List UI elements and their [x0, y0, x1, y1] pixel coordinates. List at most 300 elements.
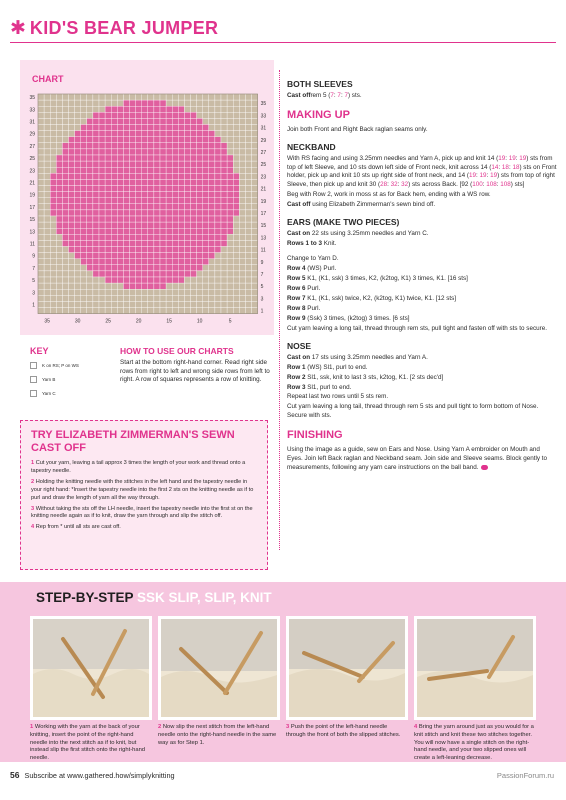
chart-cell-yarn-c — [191, 137, 197, 143]
chart-cell-yarn-c — [215, 228, 221, 234]
chart-cell-yarn-c — [197, 149, 203, 155]
chart-cell-yarn-c — [81, 253, 87, 259]
chart-cell-yarn-c — [221, 192, 227, 198]
key-item — [30, 390, 120, 397]
chart-cell-yarn-c — [197, 259, 203, 265]
chart-cell-yarn-b — [99, 295, 105, 301]
chart-cell-yarn-b — [81, 289, 87, 295]
chart-cell-yarn-b — [239, 100, 245, 106]
chart-cell-yarn-c — [62, 216, 68, 222]
chart-cell-yarn-b — [245, 131, 251, 137]
chart-cell-yarn-c — [69, 240, 75, 246]
chart-cell-yarn-b — [184, 100, 190, 106]
chart-cell-yarn-b — [233, 222, 239, 228]
chart-cell-yarn-c — [142, 143, 148, 149]
chart-cell-yarn-b — [75, 106, 81, 112]
chart-cell-yarn-c — [172, 137, 178, 143]
chart-cell-yarn-b — [56, 289, 62, 295]
chart-cell-yarn-c — [166, 234, 172, 240]
chart-cell-yarn-c — [166, 247, 172, 253]
chart-cell-yarn-b — [117, 289, 123, 295]
chart-cell-yarn-c — [203, 149, 209, 155]
chart-cell-yarn-c — [178, 161, 184, 167]
chart-cell-yarn-b — [75, 289, 81, 295]
chart-cell-yarn-b — [197, 283, 203, 289]
chart-cell-yarn-c — [87, 247, 93, 253]
chart-tick-label: 25 — [105, 318, 111, 325]
chart-cell-yarn-b — [117, 100, 123, 106]
chart-cell-yarn-c — [184, 228, 190, 234]
chart-cell-yarn-c — [172, 131, 178, 137]
chart-cell-yarn-b — [203, 265, 209, 271]
chart-cell-yarn-c — [130, 167, 136, 173]
chart-cell-yarn-b — [56, 283, 62, 289]
chart-cell-yarn-b — [245, 173, 251, 179]
chart-cell-yarn-b — [69, 295, 75, 301]
chart-cell-yarn-c — [160, 198, 166, 204]
watermark: PassionForum.ru — [496, 771, 554, 780]
chart-cell-yarn-b — [44, 192, 50, 198]
chart-cell-yarn-c — [154, 277, 160, 283]
chart-tick-label: 20 — [135, 318, 142, 325]
chart-tick-label: 17 — [29, 204, 35, 211]
chart-cell-yarn-b — [215, 271, 221, 277]
chart-cell-yarn-b — [44, 161, 50, 167]
chart-cell-yarn-c — [111, 155, 117, 161]
chart-cell-yarn-c — [99, 253, 105, 259]
text-run: : — [486, 172, 491, 180]
chart-cell-yarn-c — [105, 143, 111, 149]
chart-cell-yarn-b — [142, 289, 148, 295]
chart-cell-yarn-c — [136, 112, 142, 118]
chart-cell-yarn-c — [93, 173, 99, 179]
text-run: 7 — [344, 92, 348, 100]
chart-cell-yarn-c — [142, 155, 148, 161]
chart-cell-yarn-c — [87, 143, 93, 149]
chart-cell-yarn-c — [172, 198, 178, 204]
end-mark-icon — [481, 465, 488, 470]
chart-cell-yarn-c — [62, 149, 68, 155]
chart-cell-yarn-c — [178, 253, 184, 259]
chart-cell-yarn-c — [148, 253, 154, 259]
chart-cell-yarn-b — [111, 301, 117, 307]
chart-cell-yarn-b — [111, 308, 117, 314]
chart-cell-yarn-c — [75, 198, 81, 204]
chart-cell-yarn-b — [93, 301, 99, 307]
chart-cell-yarn-c — [172, 271, 178, 277]
chart-cell-yarn-b — [111, 100, 117, 106]
chart-cell-yarn-b — [38, 161, 44, 167]
chart-cell-yarn-b — [245, 149, 251, 155]
chart-cell-yarn-c — [166, 161, 172, 167]
chart-cell-yarn-c — [56, 210, 62, 216]
chart-cell-yarn-c — [69, 228, 75, 234]
page-number: 56 — [10, 770, 20, 780]
chart-cell-yarn-b — [81, 265, 87, 271]
chart-cell-yarn-c — [123, 222, 129, 228]
chart-cell-yarn-c — [209, 173, 215, 179]
chart-cell-yarn-c — [136, 106, 142, 112]
chart-cell-yarn-c — [105, 277, 111, 283]
chart-cell-yarn-b — [191, 289, 197, 295]
chart-cell-yarn-b — [245, 265, 251, 271]
chart-cell-yarn-c — [191, 118, 197, 124]
chart-cell-yarn-b — [166, 295, 172, 301]
chart-cell-yarn-c — [160, 234, 166, 240]
chart-cell-yarn-b — [252, 234, 258, 240]
chart-cell-yarn-c — [197, 234, 203, 240]
text-run: Purl. — [305, 284, 321, 292]
chart-cell-yarn-b — [56, 94, 62, 100]
chart-cell-yarn-c — [209, 222, 215, 228]
chart-cell-yarn-c — [87, 149, 93, 155]
chart-cell-yarn-b — [69, 94, 75, 100]
chart-cell-yarn-b — [166, 283, 172, 289]
chart-cell-yarn-c — [160, 192, 166, 198]
chart-cell-yarn-c — [136, 149, 142, 155]
chart-cell-yarn-c — [75, 222, 81, 228]
chart-cell-yarn-c — [142, 204, 148, 210]
chart-cell-yarn-c — [160, 173, 166, 179]
chart-cell-yarn-b — [252, 192, 258, 198]
chart-cell-yarn-c — [136, 100, 142, 106]
text-run: Join both Front and Right Back raglan seams only. — [287, 125, 428, 133]
chart-cell-yarn-c — [191, 149, 197, 155]
text-run: 22 sts using 3.25mm needles and Yarn C. — [310, 230, 429, 238]
chart-cell-yarn-c — [197, 161, 203, 167]
chart-cell-yarn-b — [252, 118, 258, 124]
chart-cell-yarn-c — [227, 216, 233, 222]
chart-cell-yarn-b — [245, 186, 251, 192]
chart-cell-yarn-c — [166, 265, 172, 271]
pattern-line — [287, 92, 557, 101]
chart-cell-yarn-b — [245, 137, 251, 143]
chart-cell-yarn-c — [56, 179, 62, 185]
text-run: 7 — [337, 92, 341, 100]
text-run: (Ssk) 3 times, (k2tog) 3 times. [6 sts] — [305, 314, 410, 322]
chart-cell-yarn-c — [136, 216, 142, 222]
header-rule — [10, 42, 556, 43]
chart-cell-yarn-b — [203, 106, 209, 112]
chart-tick-label: 13 — [29, 229, 35, 236]
chart-cell-yarn-c — [203, 259, 209, 265]
chart-cell-yarn-c — [117, 247, 123, 253]
chart-cell-yarn-b — [75, 94, 81, 100]
chart-cell-yarn-c — [87, 192, 93, 198]
chart-cell-yarn-c — [69, 173, 75, 179]
chart-tick-label: 25 — [29, 156, 35, 163]
chart-cell-yarn-c — [191, 198, 197, 204]
chart-cell-yarn-c — [81, 228, 87, 234]
chart-cell-yarn-c — [221, 179, 227, 185]
chart-cell-yarn-c — [172, 125, 178, 131]
chart-cell-yarn-b — [105, 295, 111, 301]
section-heading: BOTH SLEEVES — [287, 79, 353, 89]
chart-cell-yarn-b — [245, 289, 251, 295]
chart-tick-label: 13 — [260, 235, 267, 242]
text-run: : — [333, 92, 338, 100]
chart-cell-yarn-c — [191, 161, 197, 167]
text-run: ) sts from top of left Sleeve, and 10 sts down left side of Front neck, knit across 14 ( — [287, 154, 553, 171]
chart-cell-yarn-b — [233, 234, 239, 240]
chart-tick-label: 17 — [260, 210, 267, 217]
chart-cell-yarn-c — [81, 131, 87, 137]
chart-cell-yarn-b — [197, 289, 203, 295]
pattern-line — [287, 315, 557, 324]
chart-tick-label: 35 — [44, 318, 50, 325]
chart-cell-yarn-c — [160, 253, 166, 259]
chart-cell-yarn-b — [69, 289, 75, 295]
chart-cell-yarn-c — [178, 173, 184, 179]
text-run: : — [515, 154, 520, 162]
chart-cell-yarn-c — [136, 173, 142, 179]
chart-cell-yarn-c — [233, 204, 239, 210]
chart-cell-yarn-c — [69, 161, 75, 167]
chart-cell-yarn-b — [154, 289, 160, 295]
section-heading: EARS (MAKE TWO PIECES) — [287, 217, 400, 228]
chart-cell-yarn-c — [148, 118, 154, 124]
chart-cell-yarn-b — [50, 112, 56, 118]
chart-cell-yarn-b — [69, 118, 75, 124]
chart-cell-yarn-c — [142, 161, 148, 167]
chart-cell-yarn-b — [136, 289, 142, 295]
chart-cell-yarn-c — [215, 143, 221, 149]
chart-cell-yarn-c — [87, 125, 93, 131]
chart-cell-yarn-c — [197, 228, 203, 234]
chart-cell-yarn-c — [123, 216, 129, 222]
chart-cell-yarn-b — [75, 259, 81, 265]
chart-cell-yarn-b — [239, 234, 245, 240]
chart-cell-yarn-b — [172, 283, 178, 289]
text-run: 17 sts using 3.25mm needles and Yarn A. — [310, 353, 428, 361]
chart-cell-yarn-b — [44, 295, 50, 301]
chart-cell-yarn-c — [81, 259, 87, 265]
chart-cell-yarn-b — [62, 265, 68, 271]
text-run: Row 3 — [287, 383, 306, 391]
chart-cell-yarn-b — [239, 186, 245, 192]
chart-cell-yarn-c — [142, 240, 148, 246]
try-step — [31, 506, 257, 522]
chart-cell-yarn-c — [209, 143, 215, 149]
chart-cell-yarn-b — [239, 222, 245, 228]
chart-cell-yarn-c — [227, 161, 233, 167]
chart-cell-yarn-c — [227, 210, 233, 216]
chart-cell-yarn-c — [197, 192, 203, 198]
chart-cell-yarn-c — [148, 259, 154, 265]
chart-cell-yarn-b — [203, 112, 209, 118]
chart-cell-yarn-c — [178, 228, 184, 234]
pattern-line — [287, 265, 557, 274]
chart-cell-yarn-c — [75, 149, 81, 155]
chart-cell-yarn-c — [117, 161, 123, 167]
chart-cell-yarn-b — [69, 112, 75, 118]
chart-cell-yarn-b — [38, 106, 44, 112]
chart-cell-yarn-c — [75, 161, 81, 167]
chart-cell-yarn-c — [160, 100, 166, 106]
chart-cell-yarn-b — [38, 173, 44, 179]
chart-cell-yarn-b — [227, 106, 233, 112]
section-heading: FINISHING — [287, 429, 343, 442]
chart-cell-yarn-b — [62, 289, 68, 295]
chart-cell-yarn-c — [99, 143, 105, 149]
chart-cell-yarn-c — [50, 173, 56, 179]
page-title: KID'S BEAR JUMPER — [29, 18, 219, 38]
chart-cell-yarn-b — [111, 289, 117, 295]
chart-cell-yarn-b — [44, 259, 50, 265]
step-number: 2 — [31, 479, 35, 486]
chart-cell-yarn-c — [154, 283, 160, 289]
chart-cell-yarn-c — [123, 173, 129, 179]
chart-cell-yarn-b — [239, 253, 245, 259]
howto-title: HOW TO USE OUR CHARTS — [120, 346, 234, 356]
chart-cell-yarn-c — [75, 210, 81, 216]
chart-cell-yarn-b — [239, 137, 245, 143]
chart-cell-yarn-b — [117, 94, 123, 100]
text-run: Cast off — [287, 201, 311, 209]
chart-cell-yarn-c — [123, 271, 129, 277]
chart-tick-label: 23 — [260, 174, 267, 181]
chart-cell-yarn-c — [148, 149, 154, 155]
text-run: Cut yarn leaving a long tail, thread through rem 5 sts and pull tight to form bottom of Nose. Secure with sts. — [287, 403, 539, 420]
chart-cell-yarn-b — [93, 289, 99, 295]
chart-cell-yarn-b — [44, 143, 50, 149]
chart-cell-yarn-b — [130, 301, 136, 307]
chart-cell-yarn-c — [105, 179, 111, 185]
chart-cell-yarn-b — [252, 259, 258, 265]
chart-cell-yarn-b — [252, 253, 258, 259]
chart-cell-yarn-c — [154, 167, 160, 173]
chart-cell-yarn-c — [87, 240, 93, 246]
chart-cell-yarn-b — [50, 155, 56, 161]
chart-cell-yarn-c — [81, 137, 87, 143]
text-run: using Elizabeth Zimmerman's sewn bind off. — [310, 201, 436, 209]
chart-cell-yarn-b — [203, 308, 209, 314]
text-run: ) sts. — [347, 92, 362, 100]
chart-cell-yarn-b — [227, 308, 233, 314]
chart-cell-yarn-b — [233, 125, 239, 131]
chart-cell-yarn-c — [148, 271, 154, 277]
chart-cell-yarn-c — [105, 253, 111, 259]
chart-cell-yarn-c — [184, 240, 190, 246]
chart-key — [30, 346, 120, 404]
step-text: Bring the yarn around just as you would for a knit stitch and knit these two stitches together. You will now have a single stitch on the right-hand needle, and your two slipped ones will create a left-leaning decrease. — [414, 724, 534, 762]
chart-cell-yarn-c — [111, 222, 117, 228]
chart-cell-yarn-b — [38, 228, 44, 234]
chart-cell-yarn-c — [215, 247, 221, 253]
chart-cell-yarn-c — [130, 222, 136, 228]
chart-cell-yarn-b — [166, 301, 172, 307]
chart-cell-yarn-c — [111, 131, 117, 137]
chart-cell-yarn-b — [252, 222, 258, 228]
chart-cell-yarn-b — [227, 125, 233, 131]
chart-cell-yarn-b — [56, 149, 62, 155]
chart-tick-label: 35 — [260, 101, 267, 108]
step-text: Push the point of the left-hand needle through the front of both the slipped stitches. — [286, 724, 401, 738]
chart-cell-yarn-b — [233, 259, 239, 265]
chart-cell-yarn-c — [160, 240, 166, 246]
chart-cell-yarn-b — [221, 94, 227, 100]
chart-cell-yarn-c — [130, 106, 136, 112]
chart-cell-yarn-b — [87, 283, 93, 289]
chart-tick-label: 15 — [260, 223, 267, 230]
chart-cell-yarn-b — [105, 100, 111, 106]
chart-cell-yarn-c — [93, 186, 99, 192]
chart-cell-yarn-b — [239, 179, 245, 185]
step-text: Holding the knitting needle with the stitches in the left hand and the tapestry needle in your right hand: *Insert the tapestry needle into the first 2 sts on the knitting needle as if to purl and draw the length of yarn all the way through. — [31, 479, 254, 501]
chart-cell-yarn-c — [75, 143, 81, 149]
chart-cell-yarn-c — [62, 192, 68, 198]
chart-cell-yarn-c — [56, 167, 62, 173]
chart-cell-yarn-c — [191, 125, 197, 131]
chart-cell-yarn-c — [123, 228, 129, 234]
chart-cell-yarn-c — [172, 228, 178, 234]
chart-cell-yarn-b — [252, 210, 258, 216]
chart-cell-yarn-c — [215, 137, 221, 143]
chart-cell-yarn-c — [123, 106, 129, 112]
chart-cell-yarn-b — [44, 149, 50, 155]
chart-tick-label: 31 — [29, 119, 35, 126]
chart-cell-yarn-c — [111, 161, 117, 167]
step-photo — [30, 616, 152, 720]
chart-cell-yarn-c — [93, 222, 99, 228]
chart-cell-yarn-c — [75, 240, 81, 246]
chart-cell-yarn-c — [111, 179, 117, 185]
text-run: Sl1, purl to end. — [305, 383, 352, 391]
chart-cell-yarn-b — [239, 167, 245, 173]
chart-cell-yarn-b — [221, 253, 227, 259]
chart-cell-yarn-c — [123, 283, 129, 289]
chart-cell-yarn-b — [239, 192, 245, 198]
chart-cell-yarn-c — [105, 112, 111, 118]
chart-cell-yarn-c — [93, 179, 99, 185]
chart-cell-yarn-c — [160, 271, 166, 277]
chart-cell-yarn-b — [50, 308, 56, 314]
chart-cell-yarn-c — [62, 198, 68, 204]
chart-cell-yarn-c — [160, 228, 166, 234]
chart-cell-yarn-c — [130, 228, 136, 234]
subscribe-link[interactable]: Subscribe at www.gathered.how/simplyknitting — [24, 771, 175, 780]
chart-cell-yarn-c — [93, 228, 99, 234]
chart-cell-yarn-b — [252, 94, 258, 100]
chart-cell-yarn-c — [130, 271, 136, 277]
pattern-line — [287, 255, 557, 264]
chart-cell-yarn-b — [50, 247, 56, 253]
chart-cell-yarn-c — [56, 204, 62, 210]
chart-cell-yarn-c — [166, 131, 172, 137]
chart-cell-yarn-c — [148, 161, 154, 167]
chart-cell-yarn-c — [166, 155, 172, 161]
chart-cell-yarn-b — [239, 143, 245, 149]
chart-cell-yarn-c — [215, 240, 221, 246]
chart-cell-yarn-b — [69, 253, 75, 259]
chart-cell-yarn-b — [69, 271, 75, 277]
chart-cell-yarn-c — [215, 204, 221, 210]
chart-cell-yarn-c — [62, 222, 68, 228]
chart-cell-yarn-c — [160, 222, 166, 228]
chart-cell-yarn-c — [184, 204, 190, 210]
chart-cell-yarn-c — [142, 198, 148, 204]
chart-cell-yarn-c — [99, 271, 105, 277]
chart-cell-yarn-c — [136, 125, 142, 131]
chart-cell-yarn-b — [148, 301, 154, 307]
chart-cell-yarn-c — [178, 192, 184, 198]
chart-cell-yarn-b — [160, 289, 166, 295]
chart-cell-yarn-c — [130, 161, 136, 167]
chart-cell-yarn-c — [227, 198, 233, 204]
chart-cell-yarn-b — [62, 137, 68, 143]
chart-cell-yarn-c — [191, 240, 197, 246]
chart-cell-yarn-c — [81, 173, 87, 179]
